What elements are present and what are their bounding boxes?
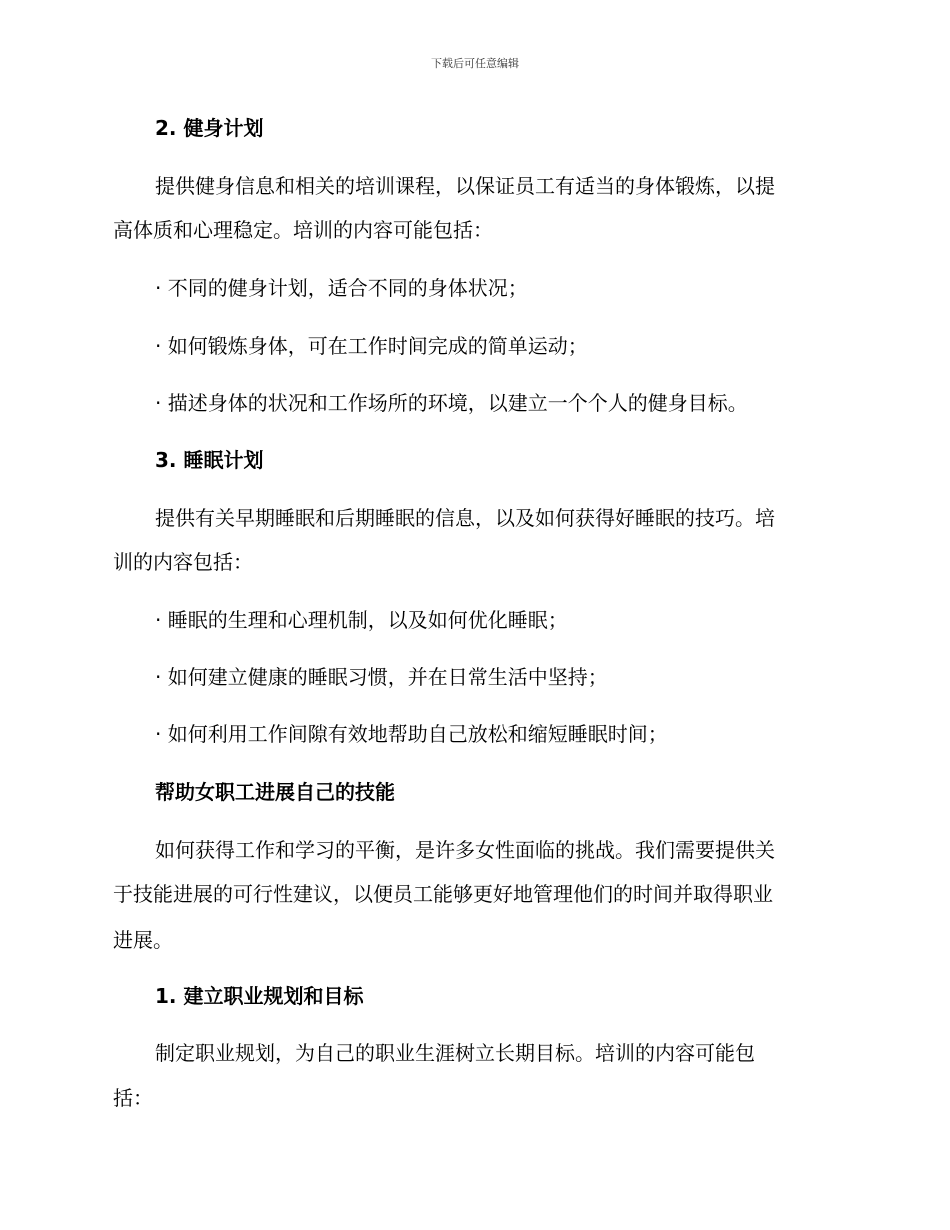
bullet-item: · 描述身体的状况和工作场所的环境，以建立一个个人的健身目标。	[155, 391, 748, 415]
section-heading-sleep: 3. 睡眠计划	[155, 448, 264, 472]
header-note: 下载后可任意编辑	[431, 57, 519, 70]
bullet-item: · 如何利用工作间隙有效地帮助自己放松和缩短睡眠时间；	[155, 722, 668, 746]
paragraph-line: 训的内容包括：	[113, 550, 253, 574]
section-heading-career: 1. 建立职业规划和目标	[155, 984, 364, 1008]
paragraph-line: 括：	[113, 1086, 153, 1110]
paragraph-line: 进展。	[113, 928, 173, 952]
bullet-item: · 不同的健身计划，适合不同的身体状况；	[155, 276, 528, 300]
bullet-item: · 睡眠的生理和心理机制，以及如何优化睡眠；	[155, 608, 568, 632]
paragraph-line: 于技能进展的可行性建议，以便员工能够更好地管理他们的时间并取得职业	[113, 882, 773, 906]
section-heading-skills: 帮助女职工进展自己的技能	[155, 780, 395, 804]
section-heading-fitness: 2. 健身计划	[155, 116, 264, 140]
bullet-item: · 如何锻炼身体，可在工作时间完成的简单运动；	[155, 334, 588, 358]
paragraph-line: 制定职业规划，为自己的职业生涯树立长期目标。培训的内容可能包	[155, 1041, 755, 1065]
paragraph-line: 高体质和心理稳定。培训的内容可能包括：	[113, 218, 493, 242]
paragraph-line: 提供有关早期睡眠和后期睡眠的信息，以及如何获得好睡眠的技巧。培	[155, 506, 775, 530]
bullet-item: · 如何建立健康的睡眠习惯，并在日常生活中坚持；	[155, 665, 608, 689]
paragraph-line: 如何获得工作和学习的平衡，是许多女性面临的挑战。我们需要提供关	[155, 838, 775, 862]
paragraph-line: 提供健身信息和相关的培训课程，以保证员工有适当的身体锻炼，以提	[155, 174, 775, 198]
